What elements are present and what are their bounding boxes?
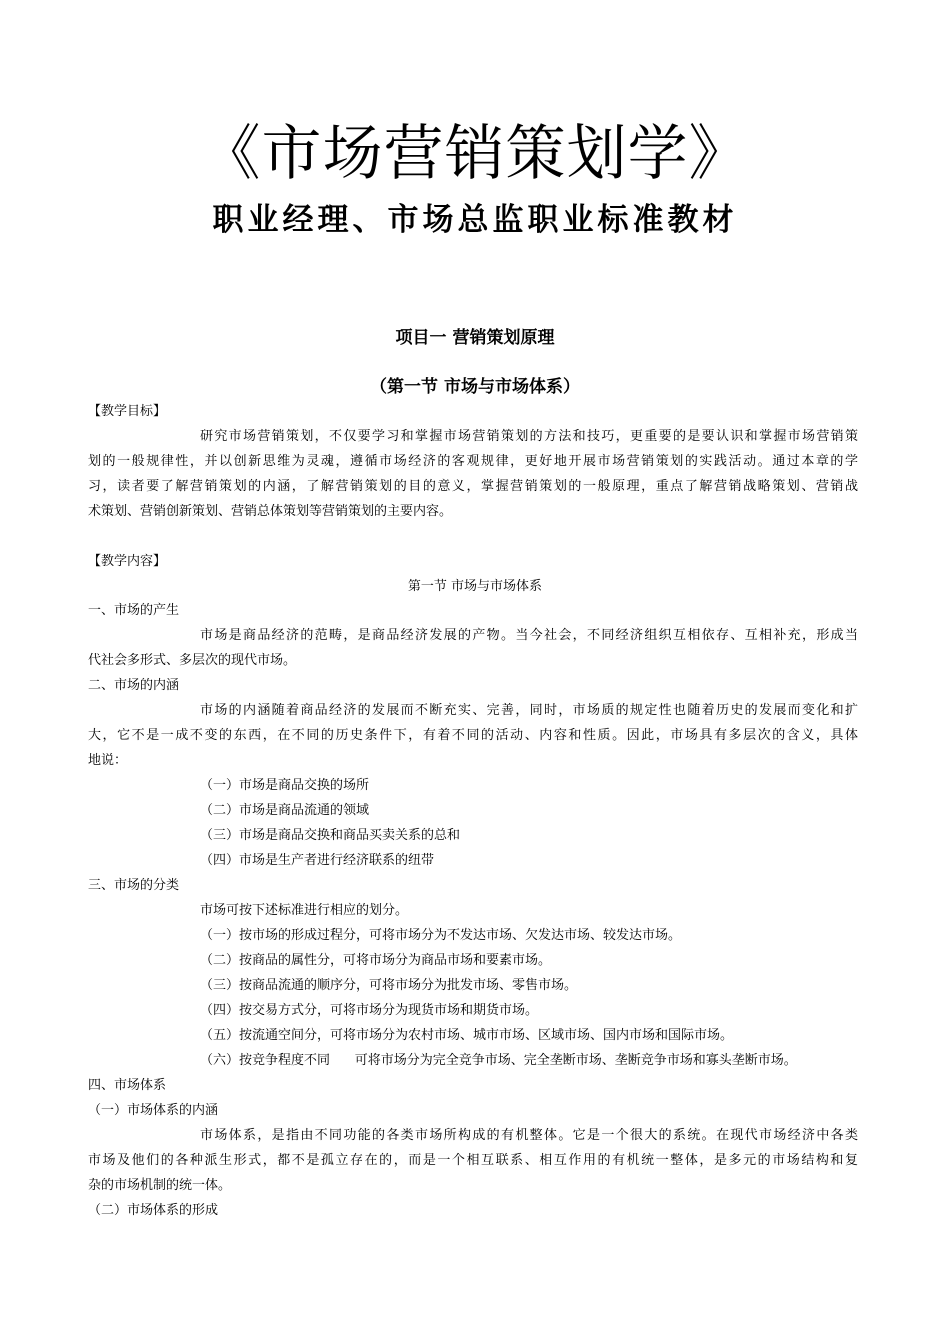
classification-heading: 三、市场的分类 (88, 878, 180, 893)
classification-item: （一）按市场的形成过程分，可将市场分为不发达市场、欠发达市场、较发达市场。 (200, 928, 682, 943)
classification-item: （三）按商品流通的顺序分，可将市场分为批发市场、零售市场。 (200, 978, 578, 993)
system-sub1-line: 市场体系，是指由不同功能的各类市场所构成的有机整体。它是一个很大的系统。在现代市场经济中各类 (200, 1128, 858, 1143)
teaching-goal-line: 术策划、营销创新策划、营销总体策划等营销策划的主要内容。 (88, 504, 453, 519)
teaching-content-label: 【教学内容】 (88, 554, 167, 569)
connotation-item: （一）市场是商品交换的场所 (200, 778, 370, 793)
content-section-title: 第一节 市场与市场体系 (407, 579, 543, 594)
teaching-goal-line: 划的一般规律性，并以创新思维为灵魂，遵循市场经济的客观规律，更好地开展市场营销策划的实践活动。通过本章的学 (88, 454, 858, 469)
teaching-goal-line: 研究市场营销策划，不仅要学习和掌握市场营销策划的方法和技巧，更重要的是要认识和掌握市场营销策 (200, 429, 858, 444)
origin-line: 代社会多形式、多层次的现代市场。 (88, 653, 297, 668)
system-sub1-line: 杂的市场机制的统一体。 (88, 1178, 232, 1193)
system-heading: 四、市场体系 (88, 1078, 167, 1093)
teaching-goal-label: 【教学目标】 (88, 404, 167, 419)
system-sub2-heading: （二）市场体系的形成 (88, 1203, 219, 1218)
document-main-title: 《市场营销策划学》 (200, 119, 750, 189)
connotation-line: 市场的内涵随着商品经济的发展而不断充实、完善，同时，市场质的规定性也随着历史的发展而变化和扩 (200, 703, 858, 718)
connotation-line: 地说： (88, 753, 128, 768)
origin-heading: 一、市场的产生 (88, 603, 180, 618)
classification-item: （二）按商品的属性分，可将市场分为商品市场和要素市场。 (200, 953, 552, 968)
classification-item: （六）按竞争程度不同 可将市场分为完全竞争市场、完全垄断市场、垄断竞争市场和寡头垄断市场。 (200, 1053, 797, 1068)
section-heading: （第一节 市场与市场体系） (370, 377, 580, 397)
connotation-heading: 二、市场的内涵 (88, 678, 180, 693)
system-sub1-line: 市场及他们的各种派生形式，都不是孤立存在的，而是一个相互联系、相互作用的有机统一整体，是多元的市场结构和复 (88, 1153, 858, 1168)
project-title: 项目一 营销策划原理 (395, 328, 555, 348)
classification-intro: 市场可按下述标准进行相应的划分。 (200, 903, 409, 918)
teaching-goal-line: 习，读者要了解营销策划的内涵，了解营销策划的目的意义，掌握营销策划的一般原理，重点了解营销战略策划、营销战 (88, 479, 858, 494)
classification-item: （四）按交易方式分，可将市场分为现货市场和期货市场。 (200, 1003, 539, 1018)
document-subtitle: 职业经理、市场总监职业标准教材 (212, 202, 738, 238)
system-sub1-heading: （一）市场体系的内涵 (88, 1103, 219, 1118)
connotation-item: （四）市场是生产者进行经济联系的纽带 (200, 853, 435, 868)
origin-line: 市场是商品经济的范畴，是商品经济发展的产物。当今社会，不同经济组织互相依存、互相补充，形成当 (200, 628, 858, 643)
connotation-item: （三）市场是商品交换和商品买卖关系的总和 (200, 828, 461, 843)
connotation-line: 大，它不是一成不变的东西，在不同的历史条件下，有着不同的活动、内容和性质。因此，市场具有多层次的含义，具体 (88, 728, 858, 743)
classification-item: （五）按流通空间分，可将市场分为农村市场、城市市场、区域市场、国内市场和国际市场。 (200, 1028, 734, 1043)
connotation-item: （二）市场是商品流通的领域 (200, 803, 370, 818)
